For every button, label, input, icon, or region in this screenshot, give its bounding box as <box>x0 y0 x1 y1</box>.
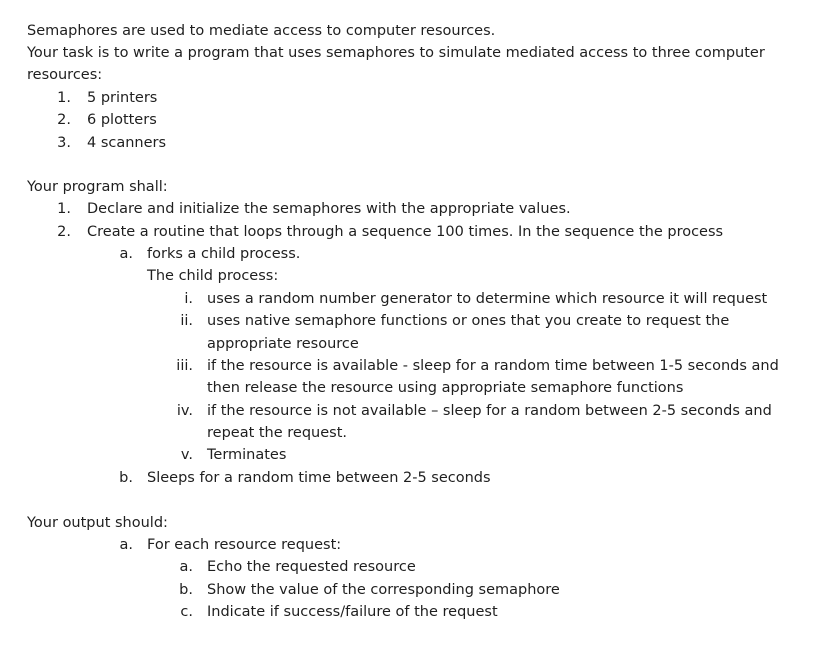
resource-item: 5 printers <box>87 90 158 106</box>
list-marker: b. <box>179 582 193 598</box>
list-marker: 2. <box>57 224 71 240</box>
list-marker: 1. <box>57 90 71 106</box>
child-step: Terminates <box>207 447 287 463</box>
list-marker: a. <box>119 246 133 262</box>
list-marker: iv. <box>176 403 193 419</box>
intro-line-3: resources: <box>27 67 103 83</box>
list-marker: c. <box>180 604 193 620</box>
child-step: uses a random number generator to determine which resource it will request <box>207 291 768 307</box>
list-marker: a. <box>179 559 193 575</box>
child-step: uses native semaphore functions or ones that you create to request the <box>207 313 730 329</box>
list-marker: 3. <box>57 135 71 151</box>
sub-item: For each resource request: <box>147 537 342 553</box>
list-marker: 2. <box>57 112 71 128</box>
output-step: Echo the requested resource <box>207 559 416 575</box>
output-step: Show the value of the corresponding semaphore <box>207 582 560 598</box>
program-item: Declare and initialize the semaphores with the appropriate values. <box>87 201 571 217</box>
child-step: if the resource is available - sleep for a random time between 1-5 seconds and <box>207 358 779 374</box>
resource-item: 4 scanners <box>87 135 167 151</box>
output-step: Indicate if success/failure of the request <box>207 604 498 620</box>
program-heading: Your program shall: <box>27 179 168 195</box>
list-marker: v. <box>180 447 193 463</box>
child-step-continued: repeat the request. <box>207 425 348 441</box>
list-marker: ii. <box>180 313 193 329</box>
list-marker: i. <box>184 291 193 307</box>
child-step: if the resource is not available – sleep for a random between 2-5 seconds and <box>207 403 772 419</box>
intro-line-1: Semaphores are used to mediate access to computer resources. <box>27 23 496 39</box>
list-marker: a. <box>119 537 133 553</box>
child-process-heading: The child process: <box>147 268 279 284</box>
sub-item: forks a child process. <box>147 246 301 262</box>
sub-item: Sleeps for a random time between 2-5 seconds <box>147 470 491 486</box>
child-step-continued: appropriate resource <box>207 336 359 352</box>
program-item: Create a routine that loops through a sequence 100 times. In the sequence the process <box>87 224 724 240</box>
resource-item: 6 plotters <box>87 112 157 128</box>
list-marker: iii. <box>176 358 193 374</box>
output-heading: Your output should: <box>27 515 168 531</box>
list-marker: b. <box>119 470 133 486</box>
intro-line-2: Your task is to write a program that uses semaphores to simulate mediated access to three computer <box>27 45 765 61</box>
list-marker: 1. <box>57 201 71 217</box>
child-step-continued: then release the resource using appropriate semaphore functions <box>207 380 684 396</box>
